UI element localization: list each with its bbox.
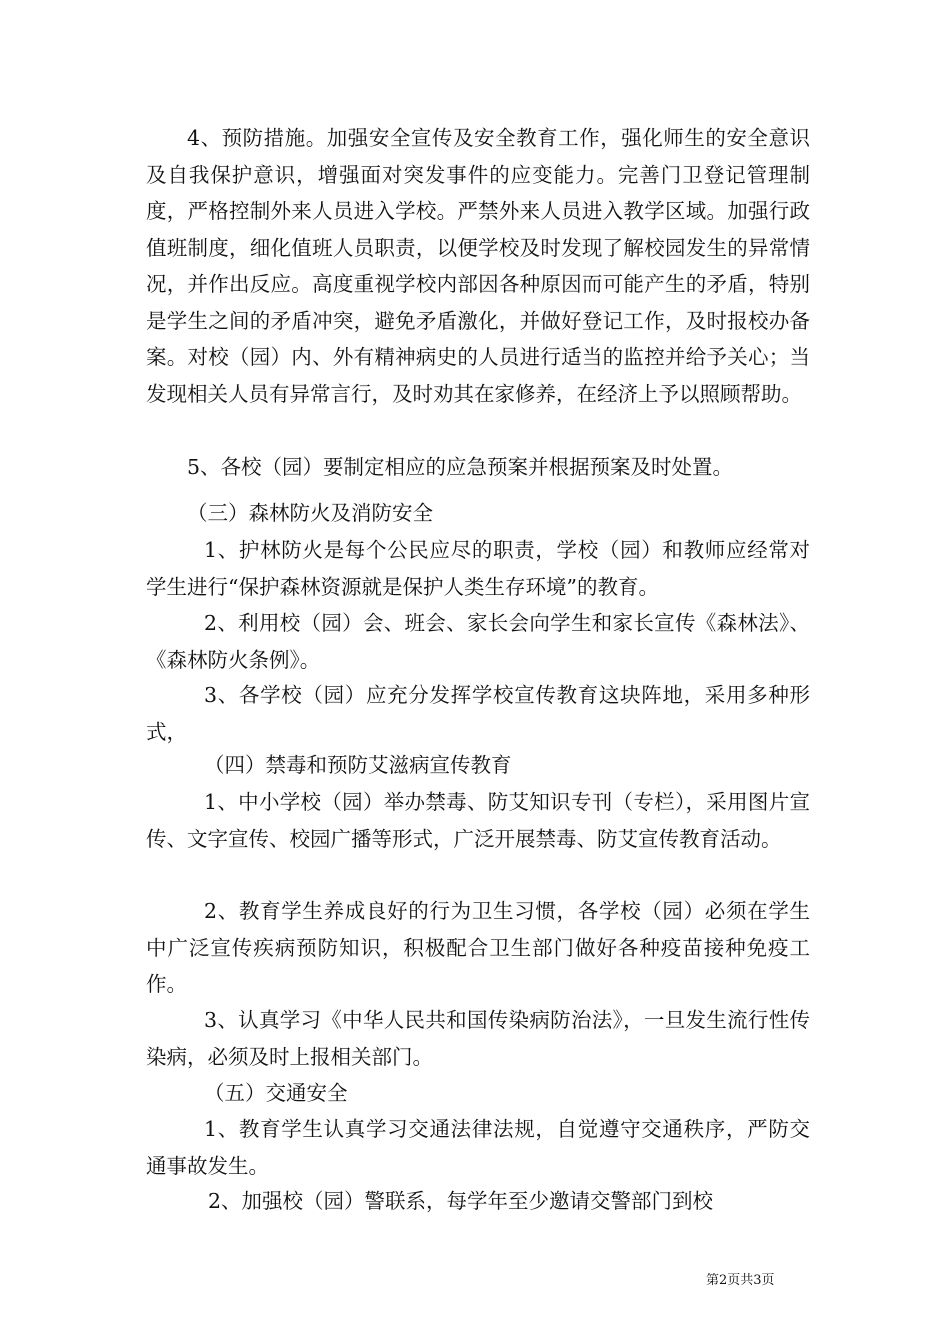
paragraph-forest-law: 2、利用校（园）会、班会、家长会向学生和家长宣传《森林法》、《森林防火条例》。	[146, 611, 810, 672]
paragraph-traffic-rules: 1、教育学生认真学习交通法律法规，自觉遵守交通秩序，严防交通事故发生。	[146, 1117, 810, 1178]
section-heading-drug-aids: （四）禁毒和预防艾滋病宣传教育	[204, 753, 512, 777]
section-heading-forest-fire: （三）森林防火及消防安全	[187, 501, 433, 525]
paragraph-police-liaison: 2、加强校（园）警联系，每学年至少邀请交警部门到校	[208, 1189, 714, 1213]
paragraph-emergency-plan: 5、各校（园）要制定相应的应急预案并根据预案及时处置。	[187, 455, 734, 479]
paragraph-forest-protection: 1、护林防火是每个公民应尽的职责，学校（园）和教师应经常对学生进行“保护森林资源就是保护人类生存环境”的教育。	[146, 538, 810, 599]
paragraph-publicity-forms: 3、各学校（园）应充分发挥学校宣传教育这块阵地，采用多种形式，	[146, 683, 810, 744]
paragraph-infectious-disease-law: 3、认真学习《中华人民共和国传染病防治法》，一旦发生流行性传染病，必须及时上报相关部门。	[146, 1008, 810, 1069]
page-number-footer: 第2页共3页	[706, 1273, 775, 1288]
paragraph-prevention-measures: 4、预防措施。加强安全宣传及安全教育工作，强化师生的安全意识及自我保护意识，增强面对突发事件的应变能力。完善门卫登记管理制度，严格控制外来人员进入学校。严禁外来人员进入教学区域。加强行政值班制度，细化值班人员职责，以便学校及时发现了解校园发生的异常情况，并作出反应。高度重视学校内部因各种原因而可能产生的矛盾，特别是学生之间的矛盾冲突，避免矛盾激化，并做好登记工作，及时报校办备案。对校（园）内、外有精神病史的人员进行适当的监控并给予关心；当发现相关人员有异常言行，及时劝其在家修养，在经济上予以照顾帮助。	[146, 126, 810, 406]
paragraph-drug-aids-columns: 1、中小学校（园）举办禁毒、防艾知识专刊（专栏），采用图片宣传、文字宣传、校园广播等形式，广泛开展禁毒、防艾宣传教育活动。	[146, 790, 810, 851]
paragraph-hygiene-habits: 2、教育学生养成良好的行为卫生习惯，各学校（园）必须在学生中广泛宣传疾病预防知识，积极配合卫生部门做好各种疫苗接种免疫工作。	[146, 899, 810, 996]
section-heading-traffic-safety: （五）交通安全	[204, 1081, 348, 1105]
